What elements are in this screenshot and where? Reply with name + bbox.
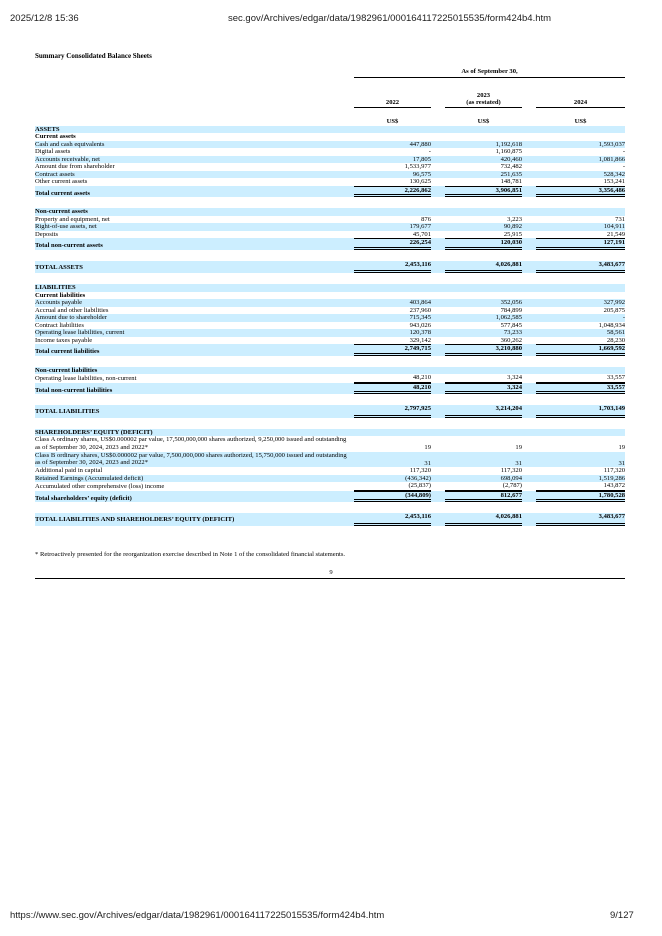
- table-row: [35, 231, 625, 239]
- value-2023: 698,094: [445, 475, 522, 483]
- page-number: 9: [329, 569, 333, 576]
- table-row: [35, 126, 625, 134]
- value-2023: 577,845: [500, 321, 522, 329]
- value-2023: [445, 208, 522, 216]
- row-label: Deposits: [35, 230, 59, 238]
- value-2024: 1,780,528: [536, 491, 625, 503]
- value-2023: 3,214,204: [445, 405, 522, 418]
- table-row: [35, 482, 625, 491]
- row-label: Income taxes payable: [35, 336, 93, 344]
- value-2022: 2,797,925: [354, 405, 431, 418]
- currency-2022: US$: [386, 118, 399, 125]
- value-2023: 3,324: [445, 383, 522, 395]
- table-row: [35, 171, 625, 179]
- value-2022: 226,254: [354, 238, 431, 250]
- table-row: [35, 178, 625, 186]
- value-2023: 1,160,875: [495, 148, 522, 155]
- value-2024: 31: [536, 452, 625, 468]
- table-row: [35, 322, 625, 330]
- value-2023: [445, 133, 522, 141]
- row-label: Accounts payable: [35, 299, 352, 307]
- value-2022: 2,453,116: [354, 261, 431, 274]
- row-label: Total non-current liabilities: [35, 383, 352, 395]
- row-label: Non-current liabilities: [35, 367, 352, 375]
- value-2024: 1,669,592: [536, 344, 625, 356]
- table-row: [35, 284, 625, 292]
- value-2023: 3,906,851: [445, 186, 522, 198]
- col-2023-year: 2023: [476, 91, 491, 99]
- row-label: Amount due from shareholder: [35, 163, 115, 170]
- value-2022: (344,809): [354, 491, 431, 503]
- value-2024: [536, 284, 625, 292]
- row-label: Amount due to shareholder: [35, 314, 352, 322]
- value-2023: 3,210,880: [445, 344, 522, 356]
- value-2022: 130,625: [409, 178, 431, 185]
- table-row: [35, 238, 625, 250]
- value-2024: 3,483,677: [536, 513, 625, 526]
- value-2024: 1,048,934: [598, 321, 626, 329]
- table-row: [35, 329, 625, 337]
- table-row: [35, 292, 625, 300]
- value-2024: 205,875: [603, 306, 626, 314]
- value-2022: 31: [354, 452, 431, 468]
- value-2022: 120,378: [354, 329, 431, 337]
- value-2024: [536, 367, 625, 375]
- row-label: TOTAL LIABILITIES: [35, 405, 352, 418]
- value-2024: 117,320: [603, 467, 626, 475]
- value-2024: 33,557: [536, 374, 625, 383]
- value-2024: 153,241: [603, 178, 626, 185]
- value-2023: 4,026,881: [445, 261, 522, 274]
- value-2023: 117,320: [500, 467, 522, 475]
- table-row: [35, 467, 625, 475]
- value-2022: 876: [421, 215, 431, 223]
- row-label: Right-of-use assets, net: [35, 223, 352, 231]
- value-2022: 2,453,116: [354, 513, 431, 526]
- table-row: [35, 452, 625, 468]
- table-row: [35, 307, 625, 315]
- value-2022: 2,749,715: [354, 344, 431, 356]
- value-2022: 237,960: [409, 306, 431, 314]
- row-label: Additional paid in capital: [35, 467, 103, 475]
- value-2023: 3,223: [507, 215, 522, 223]
- table-row: [35, 156, 625, 164]
- row-label: Retained Earnings (Accumulated deficit): [35, 475, 352, 483]
- table-row: [35, 429, 625, 437]
- browser-page-count: 9/127: [610, 910, 634, 921]
- row-label: TOTAL LIABILITIES AND SHAREHOLDERS’ EQUITY (DEFICIT): [35, 513, 352, 526]
- value-2024: 3,356,486: [536, 186, 625, 198]
- row-label: Operating lease liabilities, non-current: [35, 375, 137, 382]
- row-label: Other current assets: [35, 178, 88, 185]
- row-label: Accumulated other comprehensive (loss) income: [35, 483, 165, 491]
- value-2024: 528,342: [536, 171, 625, 179]
- value-2024: [536, 292, 625, 300]
- row-label: Contract liabilities: [35, 321, 84, 329]
- value-2023: 784,899: [500, 306, 522, 314]
- value-2023: 73,233: [445, 329, 522, 337]
- value-2023: 420,460: [445, 156, 522, 164]
- table-row: [35, 367, 625, 375]
- value-2023: [445, 292, 522, 300]
- row-label: Total shareholders’ equity (deficit): [35, 491, 352, 503]
- period-header-row: [35, 68, 625, 78]
- value-2024: [536, 126, 625, 134]
- year-header-row: [35, 78, 625, 108]
- value-2022: (25,837): [354, 482, 431, 491]
- value-2022: 403,864: [354, 299, 431, 307]
- value-2023: (2,787): [445, 482, 522, 491]
- browser-url: https://www.sec.gov/Archives/edgar/data/1982961/000164117225015535/form424b4.htm: [10, 910, 385, 921]
- value-2024: [536, 133, 625, 141]
- value-2022: 48,210: [354, 383, 431, 395]
- value-2023: 90,892: [445, 223, 522, 231]
- value-2022: 943,026: [409, 321, 431, 329]
- value-2024: 3,483,677: [536, 261, 625, 274]
- value-2024: 1,519,286: [536, 475, 625, 483]
- statement-title: Summary Consolidated Balance Sheets: [35, 52, 152, 60]
- value-2023: 25,915: [503, 230, 522, 238]
- row-label: Class A ordinary shares, US$0.000002 par value, 17,500,000,000 shares authorized, 9,250,000 issued and outstanding as of September 30, 2024, 2023 and 2022*: [35, 436, 347, 451]
- page-divider: [35, 578, 625, 579]
- browser-datetime: 2025/12/8 15:36: [10, 13, 79, 24]
- value-2024: 143,872: [536, 482, 625, 491]
- spacer-row: [35, 356, 625, 367]
- value-2024: -: [536, 314, 625, 322]
- value-2023: 4,026,881: [445, 513, 522, 526]
- row-label: Accrual and other liabilities: [35, 306, 109, 314]
- value-2023: 352,056: [445, 299, 522, 307]
- col-2024: 2024: [536, 78, 625, 108]
- value-2023: 148,781: [500, 178, 522, 185]
- table-row: [35, 374, 625, 383]
- value-2022: [354, 208, 431, 216]
- row-label: Cash and cash equivalents: [35, 141, 352, 149]
- value-2023: [445, 367, 522, 375]
- table-row: [35, 491, 625, 503]
- table-row: [35, 223, 625, 231]
- value-2023: 251,635: [445, 171, 522, 179]
- value-2022: -: [428, 148, 431, 155]
- value-2023: 120,030: [445, 238, 522, 250]
- table-row: [35, 163, 625, 171]
- value-2022: [354, 126, 431, 134]
- value-2022: 179,677: [354, 223, 431, 231]
- table-row: [35, 216, 625, 224]
- table-row: [35, 344, 625, 356]
- value-2024: 28,230: [606, 336, 626, 344]
- row-label: Total non-current assets: [35, 238, 352, 250]
- value-2022: 447,880: [354, 141, 431, 149]
- spacer-row: [35, 273, 625, 284]
- value-2024: -: [622, 163, 626, 170]
- row-label: Total current liabilities: [35, 344, 352, 356]
- table-row: [35, 436, 625, 452]
- value-2022: 329,142: [409, 336, 431, 344]
- value-2023: [445, 126, 522, 134]
- value-2024: 58,561: [536, 329, 625, 337]
- table-row: [35, 513, 625, 526]
- value-2022: 1,533,977: [404, 163, 431, 170]
- row-label: LIABILITIES: [35, 284, 352, 292]
- row-label: Non-current assets: [35, 208, 352, 216]
- row-label: Total current assets: [35, 186, 352, 198]
- row-label: TOTAL ASSETS: [35, 261, 352, 274]
- browser-page-title: sec.gov/Archives/edgar/data/1982961/000164117225015535/form424b4.htm: [228, 13, 552, 24]
- value-2024: -: [622, 148, 626, 155]
- col-2023: [445, 78, 522, 108]
- table-row: [35, 133, 625, 141]
- row-label: Operating lease liabilities, current: [35, 329, 352, 337]
- col-2023-restated: (as restated): [466, 99, 501, 106]
- value-2022: 48,210: [354, 374, 431, 383]
- value-2022: [354, 429, 431, 437]
- row-label: Class B ordinary shares, US$0.000002 par value, 7,500,000,000 shares authorized, 15,750,000 issued and outstanding as of September 30, 2024, 2023 and 2022*: [35, 452, 352, 468]
- table-row: [35, 208, 625, 216]
- value-2022: 117,320: [409, 467, 431, 475]
- table-row: [35, 148, 625, 156]
- spacer-row: [35, 418, 625, 429]
- value-2024: [536, 208, 625, 216]
- value-2022: [354, 367, 431, 375]
- currency-row: [35, 108, 625, 126]
- value-2022: (436,342): [354, 475, 431, 483]
- spacer-row: [35, 250, 625, 261]
- table-row: [35, 337, 625, 345]
- value-2022: 17,805: [354, 156, 431, 164]
- table-row: [35, 475, 625, 483]
- balance-sheet-table: [35, 68, 625, 526]
- value-2022: 19: [424, 444, 431, 452]
- value-2024: 1,593,037: [536, 141, 625, 149]
- row-label: SHAREHOLDERS’ EQUITY (DEFICIT): [35, 429, 352, 437]
- value-2024: 327,992: [536, 299, 625, 307]
- row-label: Contract assets: [35, 171, 352, 179]
- table-row: [35, 141, 625, 149]
- value-2024: 1,703,149: [536, 405, 625, 418]
- value-2024: 731: [615, 215, 626, 223]
- table-row: [35, 383, 625, 395]
- value-2024: [536, 429, 625, 437]
- value-2023: 3,324: [445, 374, 522, 383]
- value-2023: 1,192,618: [445, 141, 522, 149]
- value-2024: 21,549: [606, 230, 626, 238]
- currency-2023: US$: [477, 118, 490, 125]
- spacer-row: [35, 394, 625, 405]
- value-2022: 96,575: [354, 171, 431, 179]
- row-label: Property and equipment, net: [35, 215, 110, 223]
- value-2022: 45,701: [412, 230, 431, 238]
- currency-2024: US$: [574, 118, 587, 125]
- value-2023: 1,062,585: [445, 314, 522, 322]
- value-2024: 19: [618, 444, 626, 452]
- spacer-row: [35, 197, 625, 208]
- col-2022: 2022: [354, 78, 431, 108]
- value-2023: 360,262: [500, 336, 522, 344]
- footnote: * Retroactively presented for the reorganization exercise described in Note 1 of the consolidated financial statements.: [35, 551, 346, 558]
- table-row: [35, 299, 625, 307]
- value-2022: 715,345: [354, 314, 431, 322]
- row-label: ASSETS: [35, 126, 352, 134]
- table-row: [35, 405, 625, 418]
- table-row: [35, 186, 625, 198]
- value-2023: [445, 429, 522, 437]
- table-row: [35, 314, 625, 322]
- value-2022: [354, 284, 431, 292]
- row-label: Digital assets: [35, 148, 71, 155]
- value-2024: 1,081,866: [536, 156, 625, 164]
- row-label: Accounts receivable, net: [35, 156, 352, 164]
- row-label: Current liabilities: [35, 291, 86, 299]
- value-2022: [354, 133, 431, 141]
- value-2023: 732,482: [500, 163, 522, 170]
- table-row: [35, 261, 625, 274]
- value-2022: 2,226,862: [354, 186, 431, 198]
- value-2024: 127,191: [536, 238, 625, 250]
- value-2023: 19: [515, 444, 522, 452]
- period-header: As of September 30,: [354, 68, 625, 78]
- value-2024: 33,557: [536, 383, 625, 395]
- value-2023: 812,677: [445, 491, 522, 503]
- value-2023: 31: [445, 452, 522, 468]
- value-2022: [354, 292, 431, 300]
- spacer-row: [35, 502, 625, 513]
- row-label: Current assets: [35, 133, 76, 140]
- value-2024: 104,911: [536, 223, 625, 231]
- value-2023: [445, 284, 522, 292]
